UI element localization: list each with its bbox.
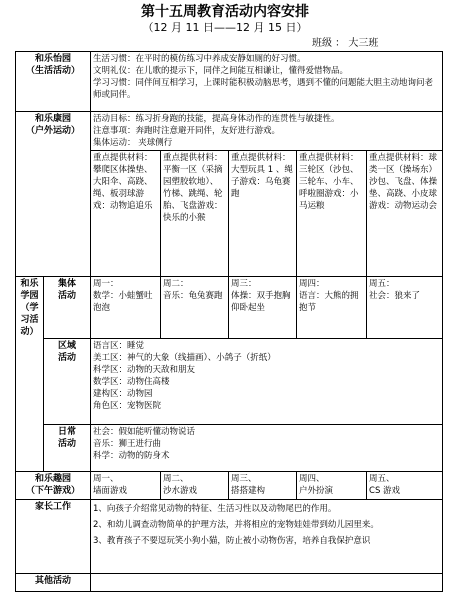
- area-item: 数学区：动物住高楼: [93, 377, 170, 387]
- life-content: [91, 52, 443, 112]
- life-study-habit: 学习习惯：同伴间互相学习，上课时能积极动脑思考，遇到不懂的问题能大胆主动地询问老师或同伴。: [93, 78, 434, 100]
- group-activity-day: 周五： 社会：狼来了: [367, 277, 443, 339]
- group-activity-label: 集体 活动: [44, 277, 91, 339]
- area-item: 语言区：睡觉: [93, 341, 145, 351]
- daily-activity-content: [91, 425, 443, 472]
- health-goals: [91, 112, 443, 151]
- area-item: 科学区：动物的天敌和朋友: [93, 365, 196, 375]
- other-content: [91, 574, 443, 592]
- play-day: 周一、 墙面游戏: [91, 472, 161, 500]
- life-manners: 文明礼仪：在儿歌的提示下，同伴之间能互相谦让，懂得爱惜物品。: [93, 66, 349, 76]
- parents-item: 1、向孩子介绍常见动物的特征、生活习性以及动物尾巴的作用。: [93, 504, 337, 514]
- schedule-table: [15, 51, 443, 592]
- other-section-label: 其他活动: [16, 574, 91, 592]
- parents-item: 2、和幼儿调查动物简单的护理方法，并将相应的宠物娃娃带到幼儿园里来。: [93, 520, 379, 530]
- class-label: 班级 ： 大三班: [312, 38, 379, 49]
- play-section-label: 和乐趣园 （下午游戏）: [16, 472, 91, 500]
- health-material-cell: 重点提供材料：大型玩具 1 、绳子游戏：乌龟赛跑: [229, 151, 297, 277]
- life-row: [16, 52, 443, 112]
- area-activity-label: 区域 活动: [44, 339, 91, 425]
- group-activity-day: 周三： 体操：双手抱胸仰卧起坐: [229, 277, 297, 339]
- learning-area-row: [16, 339, 443, 425]
- daily-item: 社会：假如能听懂动物说话: [93, 427, 196, 437]
- area-item: 建构区：动物园: [93, 389, 153, 399]
- play-day: 周四、 户外扮演: [297, 472, 367, 500]
- life-habit: 生活习惯：在平时的模仿练习中养成安静如厕的好习惯。: [93, 54, 306, 64]
- group-activity-day: 周四： 语言：大熊的拥抱节: [297, 277, 367, 339]
- health-material-cell: 重点提供材料：球类一区（操场东）沙包、飞盘、体操垫、高跷、小皮球游戏：动物运动会: [367, 151, 443, 277]
- group-activity-day: 周二： 音乐：龟兔赛跑: [161, 277, 229, 339]
- health-section-label: 和乐康园 （户外运动）: [16, 112, 91, 277]
- area-item: 美工区：神气的大象（线描画）、小鸽子（折纸）: [93, 353, 276, 363]
- daily-item: 科学：动物的防身术: [93, 451, 170, 461]
- parents-content: [91, 500, 443, 574]
- health-material-cell: 重点提供材料：平衡一区（采摘园塑胶软地）、竹梯、跳绳、轮胎、飞盘游戏：快乐的小猴: [161, 151, 229, 277]
- health-material-cell: 重点提供材料：攀爬区体操垫、大阳伞、高跷、绳、板羽球游戏：动物追追乐: [91, 151, 161, 277]
- area-item: 角色区：宠物医院: [93, 401, 162, 411]
- group-activity-day: 周一： 数学：小蛙蟹吐泡泡: [91, 277, 161, 339]
- daily-item: 音乐：狮王进行曲: [93, 439, 162, 449]
- health-goal: 活动目标：练习折身跑的技能，提高身体动作的连贯性与敏捷性。: [93, 114, 340, 124]
- parents-item: 3、教育孩子不要逗玩笑小狗小猫，防止被小动物伤害，培养自我保护意识: [93, 536, 371, 546]
- parents-section-label: 家长工作: [16, 500, 91, 574]
- daily-activity-label: 日常 活动: [44, 425, 91, 472]
- health-group-sport: 集体运动： 夹球侧行: [93, 138, 173, 148]
- other-row: [16, 574, 443, 592]
- life-section-label: 和乐怡园 （生活活动）: [16, 52, 91, 112]
- learning-section-label: 和乐 学园 （学 习活 动）: [16, 277, 44, 472]
- play-row: [16, 472, 443, 500]
- play-day: 周五、 CS 游戏: [367, 472, 443, 500]
- date-range: （12 月 11 日——12 月 15 日）: [142, 21, 308, 34]
- health-caution: 注意事项：奔跑时注意避开同伴，友好进行游戏。: [93, 126, 281, 136]
- page-title: 第十五周教育活动内容安排: [141, 4, 309, 20]
- health-material-cell: 重点提供材料：三轮区（沙包、三轮车、小车、呼啦圈游戏：小马运粮: [297, 151, 367, 277]
- parents-row: [16, 500, 443, 574]
- health-goal-row: [16, 112, 443, 151]
- learning-group-row: [16, 277, 443, 339]
- area-activity-content: [91, 339, 443, 425]
- play-day: 周二、 沙水游戏: [161, 472, 229, 500]
- play-day: 周三、 搭搭建构: [229, 472, 297, 500]
- learning-daily-row: [16, 425, 443, 472]
